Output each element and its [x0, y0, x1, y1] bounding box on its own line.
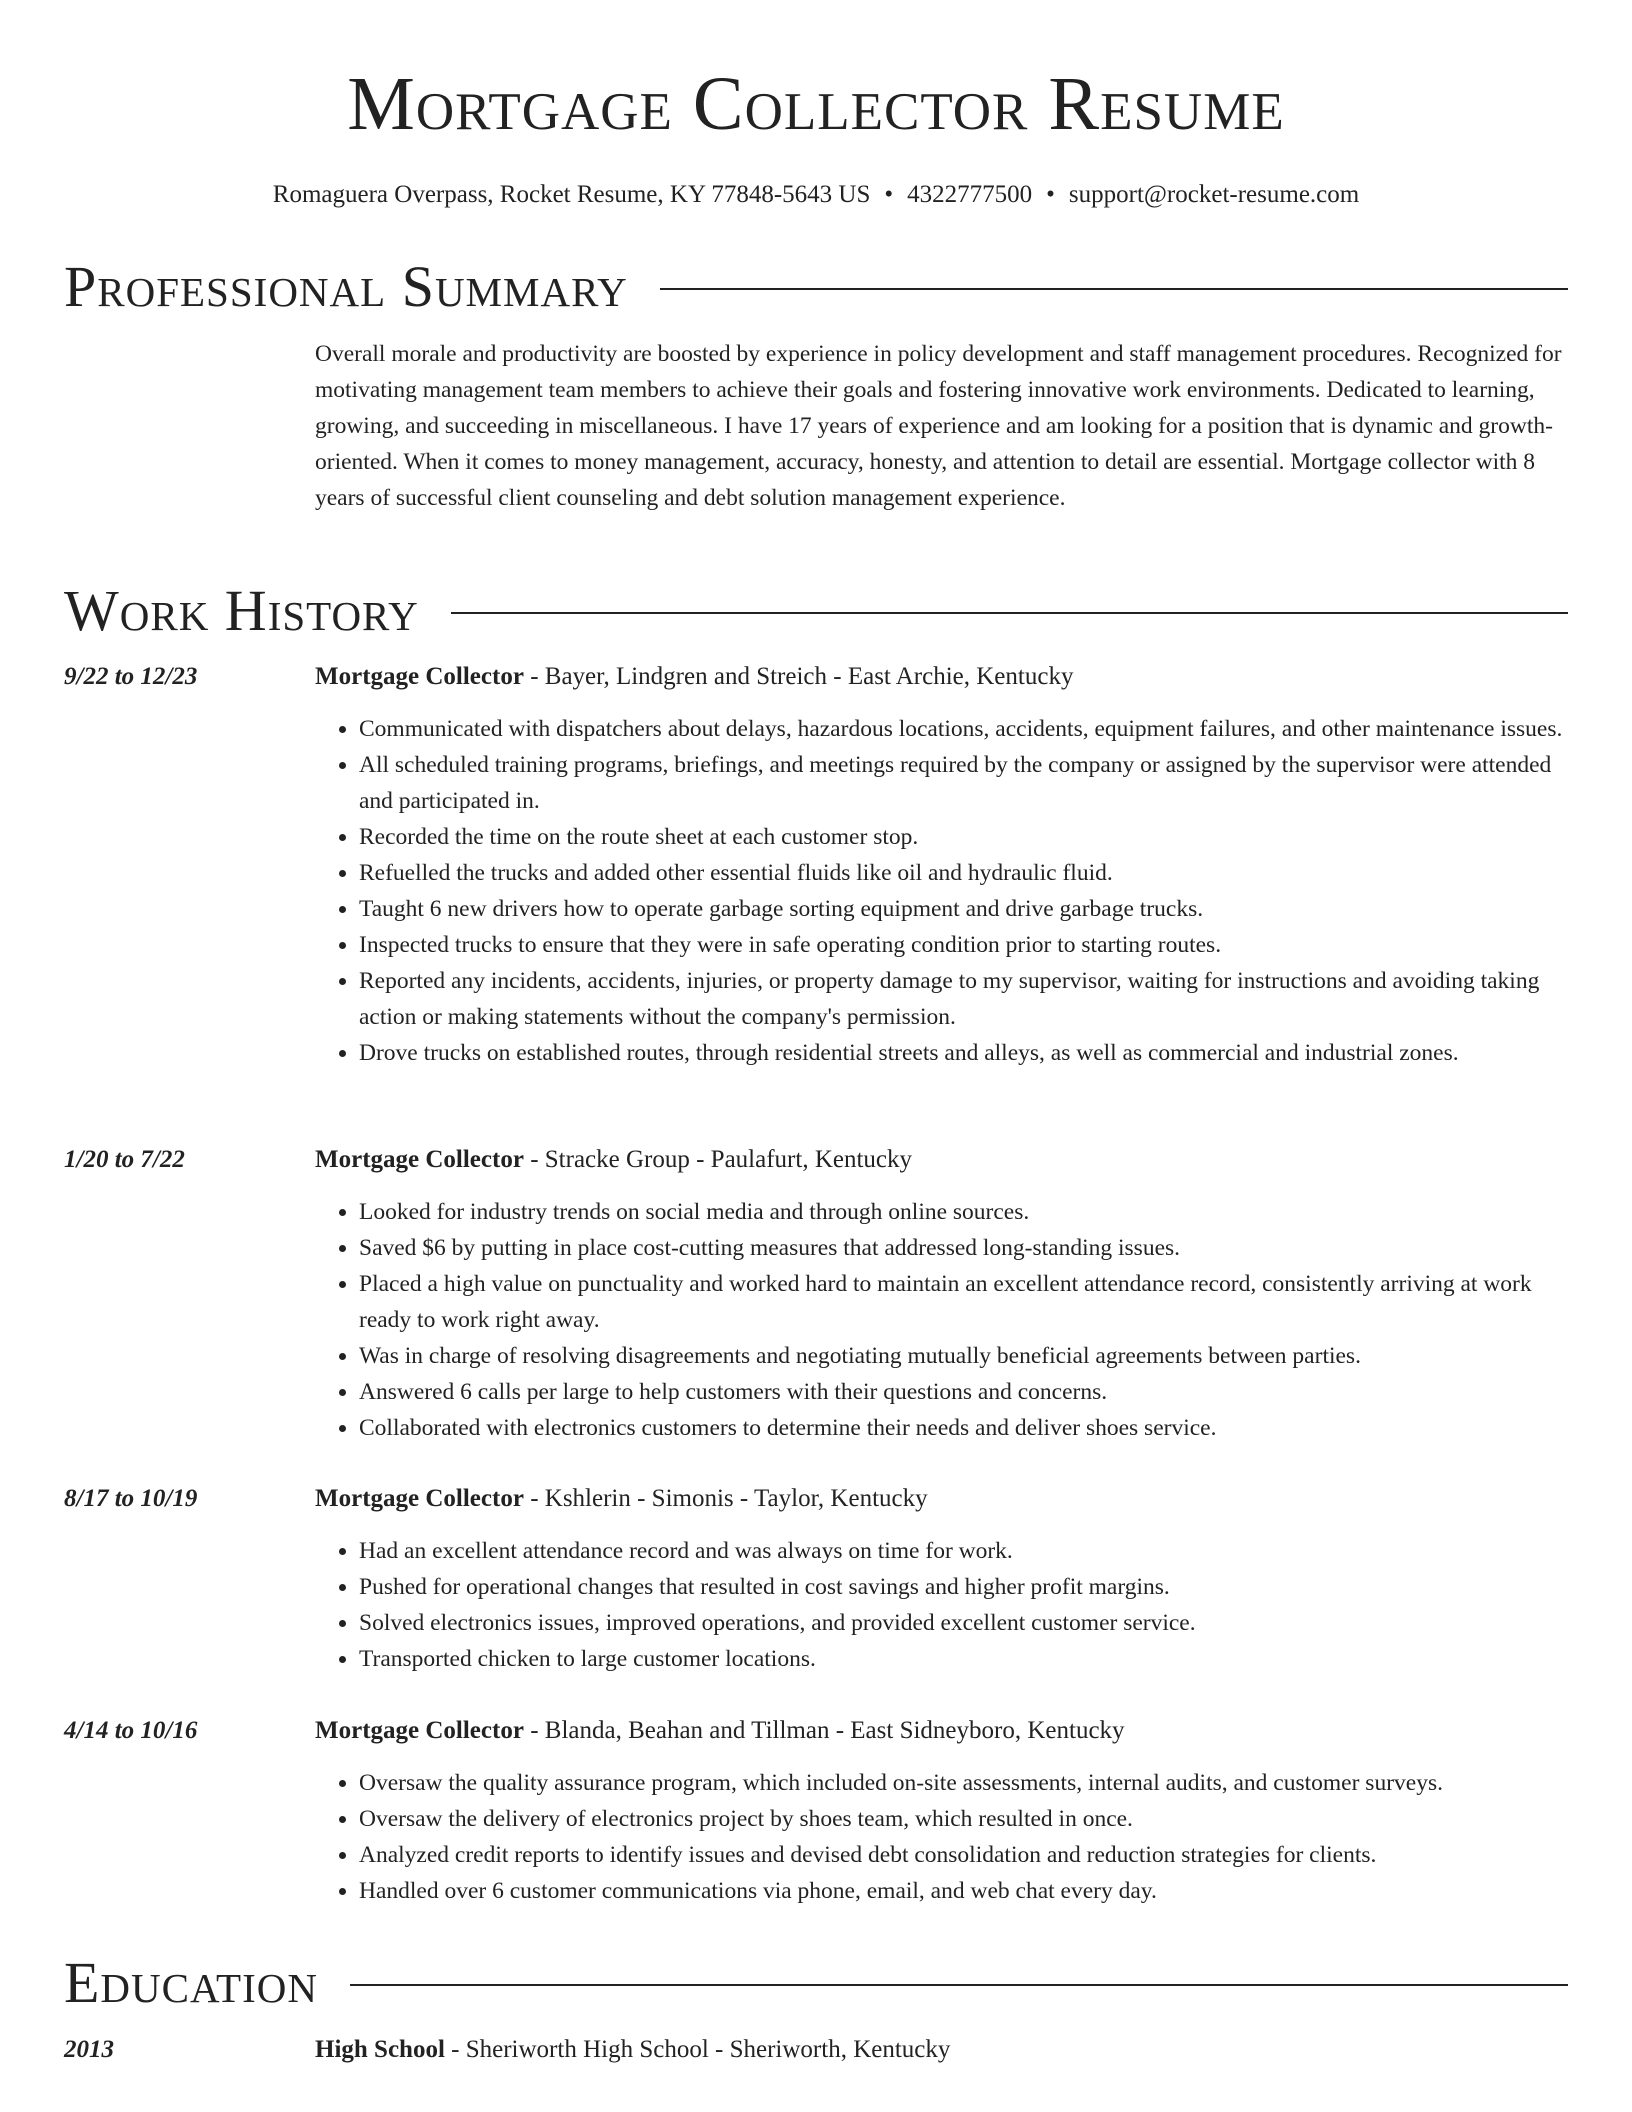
job-employer: - Kshlerin - Simonis - Taylor, Kentucky: [523, 1485, 928, 1512]
section-divider: [350, 1984, 1568, 1986]
job-bullet: • Collaborated with electronics customers to determine their needs and deliver shoes service.: [359, 1410, 1568, 1446]
section-divider: [451, 612, 1568, 614]
job-dates: 1/20 to 7/22: [64, 1146, 185, 1173]
job-bullet: • Answered 6 calls per large to help customers with their questions and concerns.: [359, 1374, 1568, 1410]
section-heading: Professional Summary: [64, 254, 628, 319]
job-bullet: • Taught 6 new drivers how to operate garbage sorting equipment and drive garbage trucks.: [359, 891, 1568, 927]
job-bullet: • Was in charge of resolving disagreements and negotiating mutually beneficial agreements between parties.: [359, 1338, 1568, 1374]
section-heading: Education: [64, 1950, 318, 2015]
job-employer: - Stracke Group - Paulafurt, Kentucky: [523, 1146, 913, 1173]
job-entry: [64, 1481, 1568, 1677]
job-entry: [64, 1713, 1568, 1909]
job-dates: 8/17 to 10/19: [64, 1485, 198, 1512]
job-title: Mortgage Collector: [315, 1717, 524, 1744]
contact-phone: 4322777500: [907, 181, 1033, 208]
job-dates: 4/14 to 10/16: [64, 1717, 198, 1744]
job-bullet: • Drove trucks on established routes, through residential streets and alleys, as well as commercial and industrial zones.: [359, 1035, 1568, 1071]
job-bullet: • Looked for industry trends on social media and through online sources.: [359, 1194, 1568, 1230]
job-dates: 9/22 to 12/23: [64, 663, 198, 690]
job-bullets: [315, 1194, 1568, 1446]
job-bullet: • Reported any incidents, accidents, injuries, or property damage to my supervisor, waiting for instructions and avoiding taking action or making statements without the company's permission.: [359, 963, 1568, 1035]
job-title-line: [315, 659, 1073, 695]
education-entry: [64, 2032, 1568, 2068]
section-work-history: [64, 578, 1568, 643]
job-title: Mortgage Collector: [315, 1485, 524, 1512]
job-bullet: • Had an excellent attendance record and was always on time for work.: [359, 1533, 1568, 1569]
section-professional-summary: [64, 254, 1568, 319]
job-bullet: • Analyzed credit reports to identify issues and devised debt consolidation and reduction strategies for clients.: [359, 1837, 1568, 1873]
job-bullet: • All scheduled training programs, briefings, and meetings required by the company or assigned by the supervisor were attended and participated in.: [359, 747, 1568, 819]
job-bullet: • Pushed for operational changes that resulted in cost savings and higher profit margins.: [359, 1569, 1568, 1605]
section-divider: [660, 288, 1568, 290]
summary-text: Overall morale and productivity are boosted by experience in policy development and staff management procedures. Recognized for motivating management team members to achieve their goals and fostering innovative work environments. Dedicated to learning, growing, and succeeding in miscellaneous. I have 17 years of experience and am looking for a position that is dynamic and growth-oriented. When it comes to money management, accuracy, honesty, and attention to detail are essential. Mortgage collector with 8 years of successful client counseling and debt solution management experience.: [315, 341, 1562, 511]
job-bullets: [315, 1765, 1568, 1909]
education-line: [315, 2032, 950, 2068]
job-bullet: • Inspected trucks to ensure that they were in safe operating condition prior to starting routes.: [359, 927, 1568, 963]
job-employer: - Blanda, Beahan and Tillman - East Sidneyboro, Kentucky: [523, 1717, 1125, 1744]
job-title-line: [315, 1142, 912, 1178]
section-education: [64, 1950, 1568, 2015]
job-bullet: • Handled over 6 customer communications via phone, email, and web chat every day.: [359, 1873, 1568, 1909]
job-bullet: • Refuelled the trucks and added other essential fluids like oil and hydraulic fluid.: [359, 855, 1568, 891]
job-title-line: [315, 1713, 1125, 1749]
job-bullet: • Transported chicken to large customer locations.: [359, 1641, 1568, 1677]
contact-line: [0, 180, 1632, 210]
job-entry: [64, 659, 1568, 1071]
job-employer: - Bayer, Lindgren and Streich - East Archie, Kentucky: [523, 663, 1074, 690]
job-entry: [64, 1142, 1568, 1446]
job-bullet: • Communicated with dispatchers about delays, hazardous locations, accidents, equipment failures, and other maintenance issues.: [359, 711, 1568, 747]
job-bullets: [315, 1533, 1568, 1677]
job-title: Mortgage Collector: [315, 663, 524, 690]
education-school: - Sheriworth High School - Sheriworth, Kentucky: [444, 2036, 951, 2063]
job-title: Mortgage Collector: [315, 1146, 524, 1173]
job-bullets: [315, 711, 1568, 1071]
job-bullet: • Oversaw the quality assurance program, which included on-site assessments, internal audits, and customer surveys.: [359, 1765, 1568, 1801]
education-degree: High School: [315, 2036, 445, 2063]
job-bullet: • Recorded the time on the route sheet at each customer stop.: [359, 819, 1568, 855]
job-bullet: • Placed a high value on punctuality and worked hard to maintain an excellent attendance record, consistently arriving at work ready to work right away.: [359, 1266, 1568, 1338]
job-title-line: [315, 1481, 928, 1517]
job-bullet: • Solved electronics issues, improved operations, and provided excellent customer service.: [359, 1605, 1568, 1641]
section-heading: Work History: [64, 578, 419, 643]
contact-separator: •: [1046, 181, 1055, 208]
education-year: 2013: [64, 2036, 114, 2063]
job-bullet: • Oversaw the delivery of electronics project by shoes team, which resulted in once.: [359, 1801, 1568, 1837]
contact-email: support@rocket-resume.com: [1068, 181, 1360, 208]
contact-address: Romaguera Overpass, Rocket Resume, KY 77848-5643 US: [272, 181, 871, 208]
contact-separator: •: [884, 181, 894, 208]
resume-title: Mortgage Collector Resume: [347, 62, 1285, 146]
job-bullet: • Saved $6 by putting in place cost-cutting measures that addressed long-standing issues.: [359, 1230, 1568, 1266]
